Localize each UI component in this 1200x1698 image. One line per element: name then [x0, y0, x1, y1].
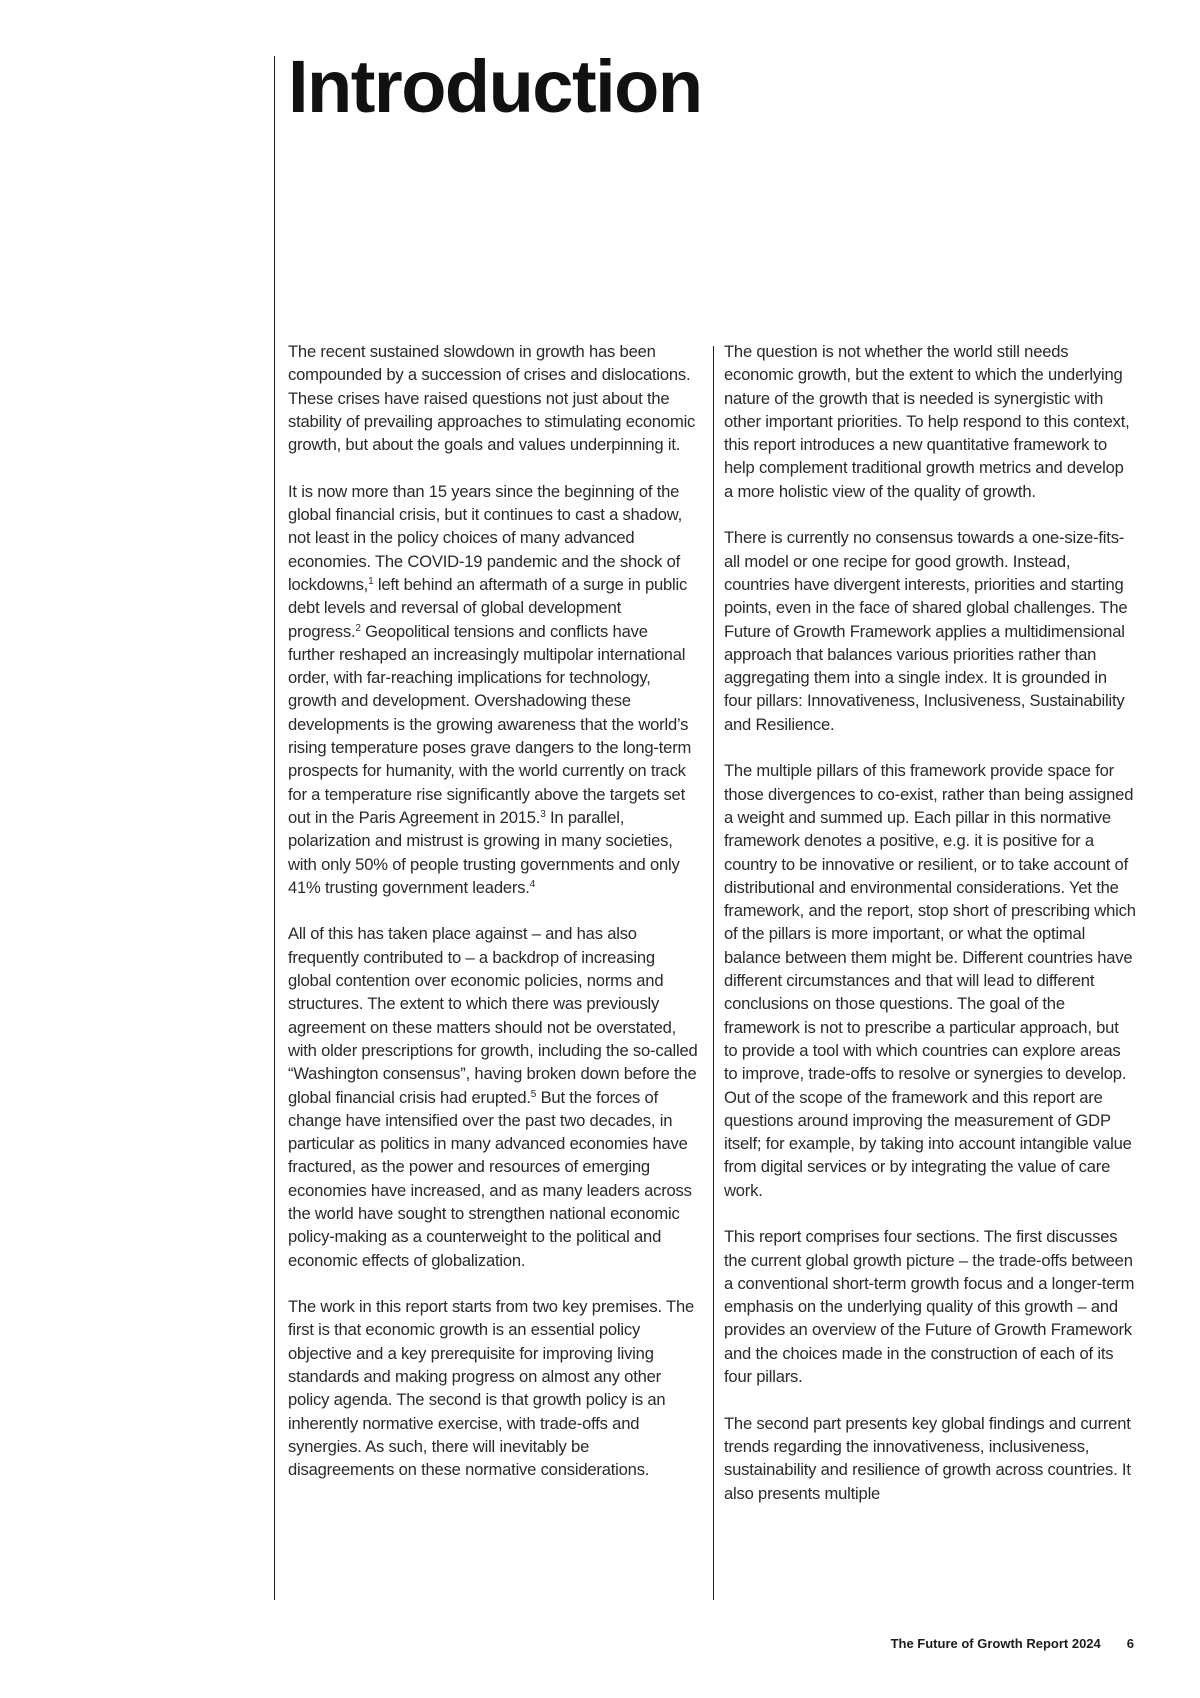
- paragraph-text: In parallel, polarization and mistrust is growing in many societies, with only 50% of people trusting governments and only 41% trusting government leaders.: [288, 807, 680, 897]
- paragraph-text: left behind an aftermath of a surge in public debt levels and reversal of global development progress.: [288, 574, 688, 641]
- paragraph: [288, 1295, 698, 1481]
- right-column: [724, 340, 1136, 1528]
- left-vertical-rule: [274, 56, 275, 1600]
- paragraph-text: The recent sustained slowdown in growth has been compounded by a succession of crises and dislocations. These crises have raised questions not just about the stability of prevailing approaches to stimulating economic growth, but about the goals and values underpinning it.: [288, 342, 696, 455]
- footnote-ref[interactable]: 1: [368, 575, 374, 587]
- paragraph: [288, 480, 698, 899]
- footnote-ref[interactable]: 2: [355, 622, 361, 634]
- left-column: [288, 340, 698, 1505]
- footnote-ref[interactable]: 4: [529, 878, 536, 890]
- paragraph-text: It is now more than 15 years since the beginning of the global financial crisis, but it continues to cast a shadow, not least in the policy choices of many advanced economies. The COVID-19 pandemic and the shock of lockdowns,: [288, 481, 683, 594]
- page-number: 6: [1126, 1636, 1134, 1651]
- footnote-ref[interactable]: 3: [540, 808, 546, 820]
- paragraph: There is currently no consensus towards a one-size-fits-all model or one recipe for good growth. Instead, countries have divergent interests, priorities and starting points, even in the face of shared global challenges. The Future of Growth Framework applies a multidimensional approach that balances various priorities rather than aggregating them into a single index. It is grounded in four pillars: Innovativeness, Inclusiveness, Sustainability and Resilience.: [724, 528, 1128, 734]
- paragraph: The second part presents key global findings and current trends regarding the innovativeness, inclusiveness, sustainability and resilience of growth across countries. It also presents multiple: [724, 1413, 1131, 1503]
- footnote-ref[interactable]: 5: [530, 1088, 537, 1100]
- paragraph: [288, 340, 698, 456]
- paragraph-text: Geopolitical tensions and conflicts have further reshaped an increasingly multipolar international order, with far-reaching implications for technology, growth and development. Overshadowing these developments is the growing awareness that the world’s rising temperature poses grave dangers to the long-term prospects for humanity, with the world currently on track for a temperature rise significantly above the targets set out in the Paris Agreement in 2015.: [288, 621, 692, 827]
- page-footer: [891, 1636, 1134, 1651]
- paragraph-text: The work in this report starts from two key premises. The first is that economic growth is an essential policy objective and a key prerequisite for improving living standards and making progress on almost any other policy agenda. The second is that growth policy is an inherently normative exercise, with trade-offs and synergies. As such, there will inevitably be disagreements on these normative considerations.: [288, 1297, 695, 1480]
- footer-report-title: The Future of Growth Report 2024: [890, 1636, 1101, 1651]
- paragraph-text: All of this has taken place against – and has also frequently contributed to – a backdrop of increasing global contention over economic policies, norms and structures. The extent to which there was previously agreement on these matters should not be overstated, with older prescriptions for growth, including the so-called “Washington consensus”, having broken down before the global financial crisis had erupted.: [288, 924, 698, 1107]
- paragraph: The multiple pillars of this framework provide space for those divergences to co-exist, rather than being assigned a weight and summed up. Each pillar in this normative framework denotes a positive, e.g. it is positive for a country to be innovative or resilient, or to take account of distributional and environmental considerations. Yet the framework, and the report, stop short of prescribing which of the pillars is more important, or what the optimal balance between them might be. Different countries have different circumstances and that will lead to different conclusions on those questions. The goal of the framework is not to prescribe a particular approach, but to provide a tool with which countries can explore areas to improve, trade-offs to resolve or synergies to develop. Out of the scope of the framework and this report are questions around improving the measurement of GDP itself; for example, by taking into account intangible value from digital services or by integrating the value of care work.: [724, 761, 1136, 1200]
- paragraph: [288, 922, 698, 1271]
- page-title: Introduction: [288, 45, 702, 128]
- paragraph: This report comprises four sections. The first discusses the current global growth picture – the trade-offs between a conventional short-term growth focus and a longer-term emphasis on the underlying quality of this growth – and provides an overview of the Future of Growth Framework and the choices made in the construction of each of its four pillars.: [724, 1227, 1135, 1387]
- paragraph: The question is not whether the world still needs economic growth, but the extent to which the underlying nature of the growth that is needed is synergistic with other important priorities. To help respond to this context, this report introduces a new quantitative framework to help complement traditional growth metrics and develop a more holistic view of the quality of growth.: [724, 342, 1130, 501]
- paragraph-text: But the forces of change have intensified over the past two decades, in particular as politics in many advanced economies have fractured, as the power and resources of emerging economies have increased, and as many leaders across the world have sought to strengthen national economic policy-making as a counterweight to the political and economic effects of globalization.: [288, 1087, 692, 1270]
- column-divider-rule: [713, 346, 714, 1600]
